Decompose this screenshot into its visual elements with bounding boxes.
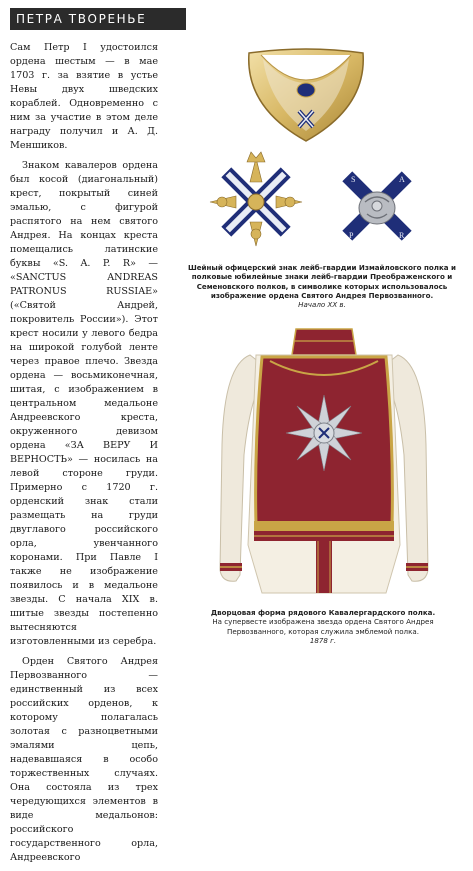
section-header bbox=[10, 8, 186, 30]
gorget-badge-icon bbox=[243, 45, 369, 145]
svg-text:A: A bbox=[399, 175, 405, 184]
svg-text:R: R bbox=[399, 231, 405, 240]
badges-caption-text: Шейный офицерский знак лейб-гвардии Измайловского полка и полковые юбилейные знаки лейб-гвардии Преображенского и Семеновского полков, в символике которых использовалось изображение ордена Святого Андрея Первозванного. bbox=[187, 263, 457, 300]
uniform-image bbox=[210, 325, 438, 610]
section-title: ПЕТРА ТВОРЕНЬЕ bbox=[16, 12, 147, 26]
badges-caption-date: Начало XX в. bbox=[298, 300, 346, 310]
paragraph-3: Орден Святого Андрея Первозванного — единственный из всех российских орденов, к которому полагалась золотая с разноцветными эмалями цепь, надевавшаяся в особо торжественных случаях. Она состояла из трех чередующихся элементов в виде медальонов: российского государственного орла, Андреевского bbox=[10, 656, 158, 863]
paragraph-1: Сам Петр I удостоился ордена шестым — в мае 1703 г. за взятие в устье Невы двух шведских кораблей. Одновременно с ним за участие в этом деле награду получил и А. Д. Меншиков. bbox=[10, 42, 158, 151]
badges-caption bbox=[181, 263, 463, 309]
preobrazhensky-cross-icon bbox=[207, 150, 305, 250]
uniform-caption-date: 1878 г. bbox=[309, 635, 337, 645]
order-star-icon bbox=[286, 395, 362, 471]
paragraph-2: Знаком кавалеров ордена был косой (диагональный) крест, покрытый синей эмалью, с фигурой распятого на нем святого Андрея. На концах креста помещались латинские буквы «S. A. P. R» — «SANCTUS ANDREAS PATRONUS RUSSIAE» («Святой Андрей, покровитель России»). Этот крест носили у левого бедра на широкой голубой ленте через правое плечо. Звезда ордена — восьмиконечная, шитая, с изображением в центральном медальоне Андреевского креста, окруженного девизом ордена «ЗА ВЕРУ И ВЕРНОСТЬ» — носилась на левой стороне груди. Примерно с 1720 г. орденский знак стали размещать на груди двуглавого российского орла, увенчанного коронами. При Павле I также не изображение появилось и в медальоне звезды. С начала XIX в. шитые звезды постепенно вытесняются изготовленными из серебра. bbox=[10, 160, 158, 647]
semenovsky-cross-icon bbox=[333, 160, 421, 252]
uniform-caption bbox=[184, 608, 462, 645]
svg-text:S: S bbox=[351, 175, 356, 184]
article-text bbox=[10, 41, 158, 871]
svg-text:P: P bbox=[349, 231, 354, 240]
uniform-caption-text: На супервесте изображена звезда ордена Святого Андрея Первозванного, которая служила эмблемой полка. bbox=[212, 617, 434, 636]
uniform-caption-title: Дворцовая форма рядового Кавалергардского полка. bbox=[210, 608, 436, 617]
